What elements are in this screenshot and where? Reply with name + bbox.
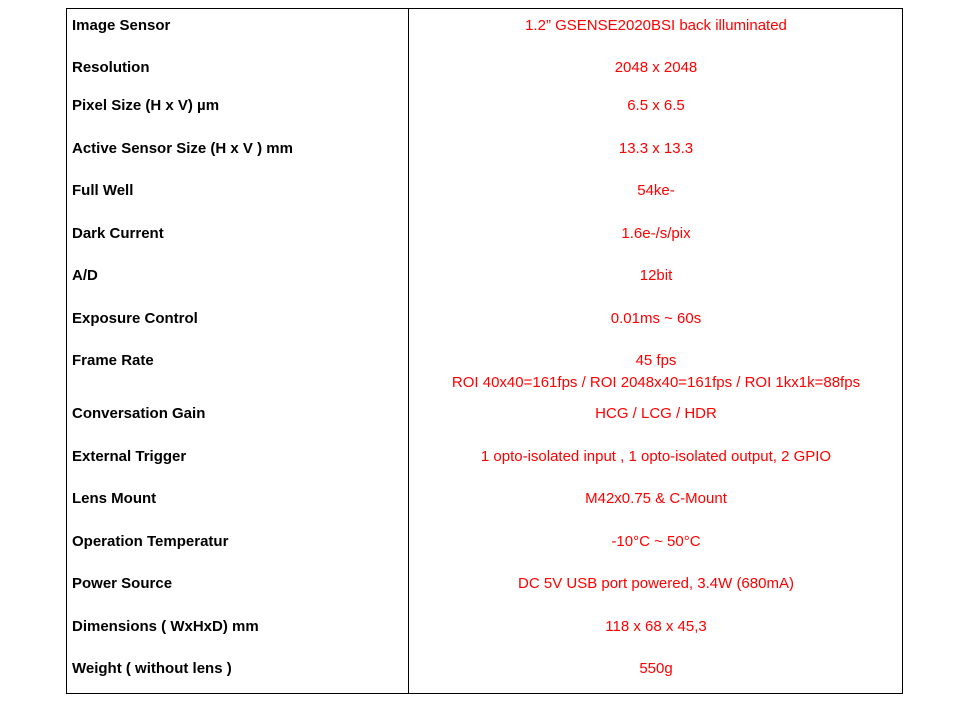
spec-value: 118 x 68 x 45,3 <box>605 618 707 635</box>
spec-value-line: 45 fps <box>635 352 677 369</box>
spec-label: Dimensions ( WxHxD) mm <box>72 618 259 635</box>
spec-label: A/D <box>72 267 98 284</box>
spec-label: Exposure Control <box>72 310 198 327</box>
spec-value: 13.3 x 13.3 <box>618 140 694 157</box>
spec-value: M42x0.75 & C-Mount <box>585 490 727 507</box>
spec-label: External Trigger <box>72 448 187 465</box>
spec-value: 1.2” GSENSE2020BSI back illuminated <box>525 17 787 34</box>
spec-label: Dark Current <box>72 225 164 242</box>
spec-value-line: ROI 40x40=161fps / ROI 2048x40=161fps / ROI 1kx1k=88fps <box>451 374 861 391</box>
spec-label: Active Sensor Size (H x V ) mm <box>72 140 293 157</box>
spec-label: Lens Mount <box>72 490 157 507</box>
spec-label: Full Well <box>72 182 134 199</box>
spec-value: 2048 x 2048 <box>614 59 698 76</box>
spec-value: 550g <box>639 660 673 677</box>
spec-label: Image Sensor <box>72 17 171 34</box>
spec-label: Conversation Gain <box>72 405 206 422</box>
spec-value <box>409 350 903 394</box>
spec-label: Operation Temperatur <box>72 533 229 550</box>
spec-value: 0.01ms ~ 60s <box>610 310 702 327</box>
spec-label: Frame Rate <box>72 352 154 369</box>
spec-label: Pixel Size (H x V) µm <box>72 97 220 114</box>
spec-value: 12bit <box>639 267 673 284</box>
spec-value: -10°C ~ 50°C <box>611 533 701 550</box>
spec-label: Resolution <box>72 59 150 76</box>
spec-value: 54ke- <box>637 182 675 199</box>
spec-label: Weight ( without lens ) <box>72 660 232 677</box>
spec-label: Power Source <box>72 575 173 592</box>
spec-value: DC 5V USB port powered, 3.4W (680mA) <box>518 575 794 592</box>
spec-value: 1 opto-isolated input , 1 opto-isolated output, 2 GPIO <box>480 448 832 465</box>
spec-value: 6.5 x 6.5 <box>627 97 685 114</box>
spec-table <box>66 8 903 694</box>
spec-value: 1.6e-/s/pix <box>621 225 691 242</box>
spec-value: HCG / LCG / HDR <box>595 405 717 422</box>
